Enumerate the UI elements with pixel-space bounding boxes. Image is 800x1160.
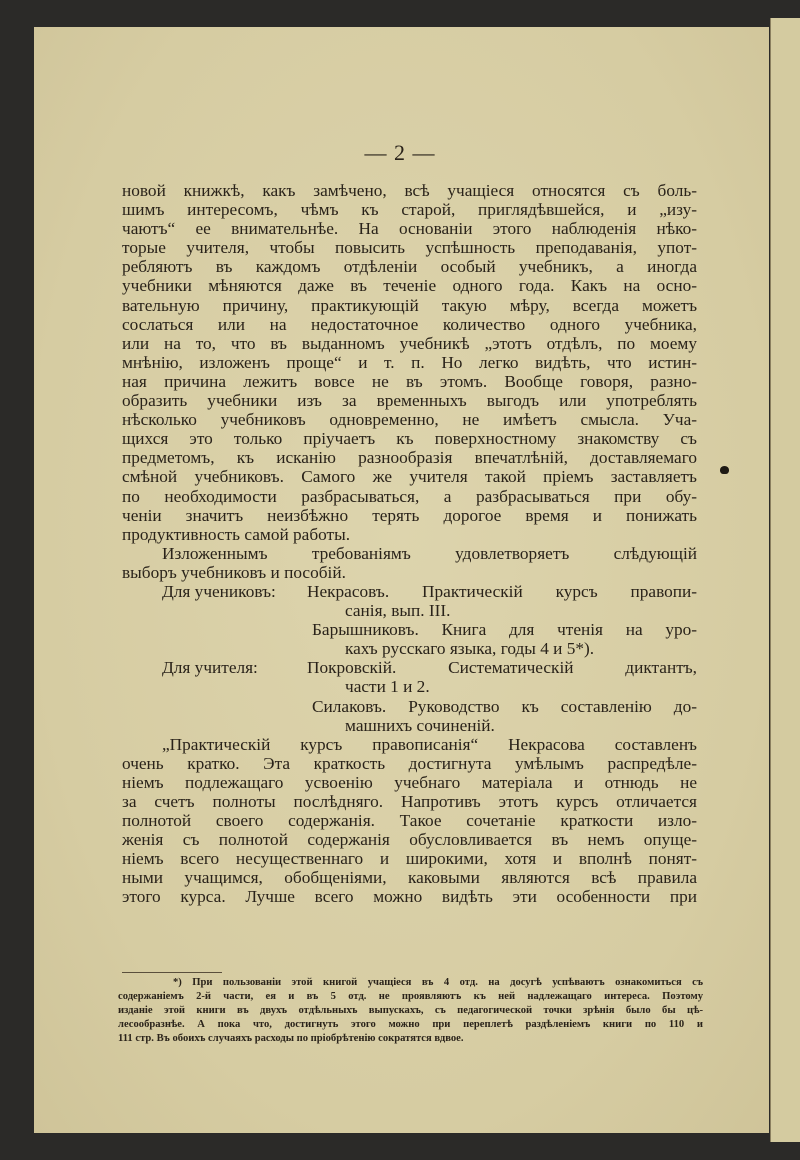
text-line: сослаться или на недостаточное количество одного учебника, bbox=[122, 314, 697, 334]
teacher-book-1 bbox=[122, 658, 697, 677]
text-line: учебники мѣняются даже въ теченіе одного года. Какъ на осно- bbox=[122, 276, 697, 296]
students-label: Для учениковъ: bbox=[162, 581, 276, 601]
paragraph-2 bbox=[122, 544, 697, 582]
text-line: санія, вып. III. bbox=[345, 601, 451, 621]
text-line: чаютъ“ ее внимательнѣе. На основаніи этого наблюденія нѣко- bbox=[122, 219, 697, 239]
text-line: части 1 и 2. bbox=[345, 677, 430, 697]
footnote-line: лесообразнѣе. А пока что, достигнуть этого можно при переплетѣ раздѣленіемъ книги по 110 и bbox=[118, 1019, 703, 1030]
text-line: Изложеннымъ требованіямъ удовлетворяетъ слѣдующій bbox=[162, 543, 697, 563]
text-line: Барышниковъ. Книга для чтенія на уро- bbox=[312, 620, 697, 640]
text-line: ніемъ всего несущественнаго и широкими, хотя и вполнѣ понят- bbox=[122, 849, 697, 869]
text-line: вательную причину, практикующій такую мѣру, всегда можетъ bbox=[122, 295, 697, 315]
page-number: — 2 — bbox=[364, 140, 436, 165]
text-line: очень кратко. Эта краткость достигнута умѣлымъ распредѣле- bbox=[122, 753, 697, 773]
text-line: „Практическій курсъ правописанія“ Некрасова составленъ bbox=[162, 734, 697, 754]
text-line: или на то, что въ выданномъ учебникѣ „этотъ отдѣлъ, по моему bbox=[122, 333, 697, 353]
text-line: за счетъ полноты послѣдняго. Напротивъ этотъ курсъ отличается bbox=[122, 792, 697, 811]
text-line: женія съ полнотой содержанія обусловливается въ немъ опуще- bbox=[122, 830, 697, 850]
text-line: Некрасовъ. Практическій курсъ правопи- bbox=[307, 581, 697, 601]
paragraph-1 bbox=[122, 181, 697, 544]
text-line: ченіи значитъ неизбѣжно терять дорогое время и понижать bbox=[122, 505, 697, 525]
text-line: Силаковъ. Руководство къ составленію до- bbox=[312, 696, 697, 716]
text-line: выборъ учебниковъ и пособій. bbox=[122, 562, 346, 582]
text-line: ными учащимся, обобщеніями, каковыми являются всѣ правила bbox=[122, 868, 697, 888]
paragraph-3 bbox=[122, 735, 697, 907]
footnote bbox=[118, 976, 703, 1046]
footnote-line: *) При пользованіи этой книгой учащіеся въ 4 отд. на досугѣ успѣваютъ ознакомиться съ bbox=[173, 977, 703, 988]
text-line: по необходимости разбрасываться, а разбрасываться при обу- bbox=[122, 486, 697, 506]
text-line: машнихъ сочиненій. bbox=[345, 715, 495, 735]
text-line: торые учителя, чтобы повысить успѣшность преподаванія, упот- bbox=[122, 238, 697, 258]
text-line: смѣной учебниковъ. Самого же учителя такой пріемъ заставляетъ bbox=[122, 467, 697, 487]
text-line: мнѣнію, изложенъ проще“ и т. п. Но легко видѣть, что истин- bbox=[122, 352, 697, 372]
text-line: предметомъ, къ исканію разнообразія впечатлѣній, доставляемаго bbox=[122, 448, 697, 468]
text-line: этого курса. Лучше всего можно видѣть эти особенности при bbox=[122, 887, 697, 907]
text-line: щихся это только пріучаетъ къ поверхностному знакомству съ bbox=[122, 429, 697, 449]
text-line: нѣсколько учебниковъ одновременно, не имѣетъ смысла. Уча- bbox=[122, 410, 697, 430]
text-line: ребляютъ въ каждомъ отдѣленіи особый учебникъ, а иногда bbox=[122, 257, 697, 277]
text-line: полнотой своего содержанія. Такое сочетаніе краткости изло- bbox=[122, 811, 697, 831]
text-line: ніемъ подлежащаго усвоенію учебнаго матеріала и отнюдь не bbox=[122, 772, 697, 792]
footnote-line: содержаніемъ 2-й части, ея и въ 5 отд. не проявляютъ къ ней надлежащаго интереса. Поэтому bbox=[118, 991, 703, 1002]
teacher-books bbox=[122, 658, 697, 734]
text-line: новой книжкѣ, какъ замѣчено, всѣ учащіеся относятся съ боль- bbox=[122, 181, 697, 200]
footnote-line: 111 стр. Въ обоихъ случаяхъ расходы по пріобрѣтенію сократятся вдвое. bbox=[118, 1033, 464, 1044]
text-line: ная причина лежитъ вовсе не въ этомъ. Вообще говоря, разно- bbox=[122, 371, 697, 391]
text-line: Покровскій. Систематическій диктантъ, bbox=[307, 658, 697, 678]
text-line: образить учебники изъ за временныхъ выгодъ или употреблять bbox=[122, 391, 697, 411]
students-books bbox=[122, 582, 697, 658]
body-text bbox=[122, 181, 697, 907]
ink-blot bbox=[720, 466, 729, 474]
text-line: продуктивность самой работы. bbox=[122, 524, 351, 544]
students-book-1 bbox=[122, 582, 697, 601]
text-line: кахъ русскаго языка, годы 4 и 5*). bbox=[345, 639, 595, 659]
footnote-rule bbox=[122, 972, 222, 973]
teacher-label: Для учителя: bbox=[162, 658, 258, 678]
text-line: шимъ интересомъ, чѣмъ къ старой, приглядѣвшейся, и „изу- bbox=[122, 200, 697, 220]
footnote-line: изданіе этой книги въ двухъ отдѣльныхъ выпускахъ, съ педагогической точки зрѣнія было бы цѣ- bbox=[118, 1005, 703, 1016]
adjacent-page-edge bbox=[770, 18, 800, 1142]
